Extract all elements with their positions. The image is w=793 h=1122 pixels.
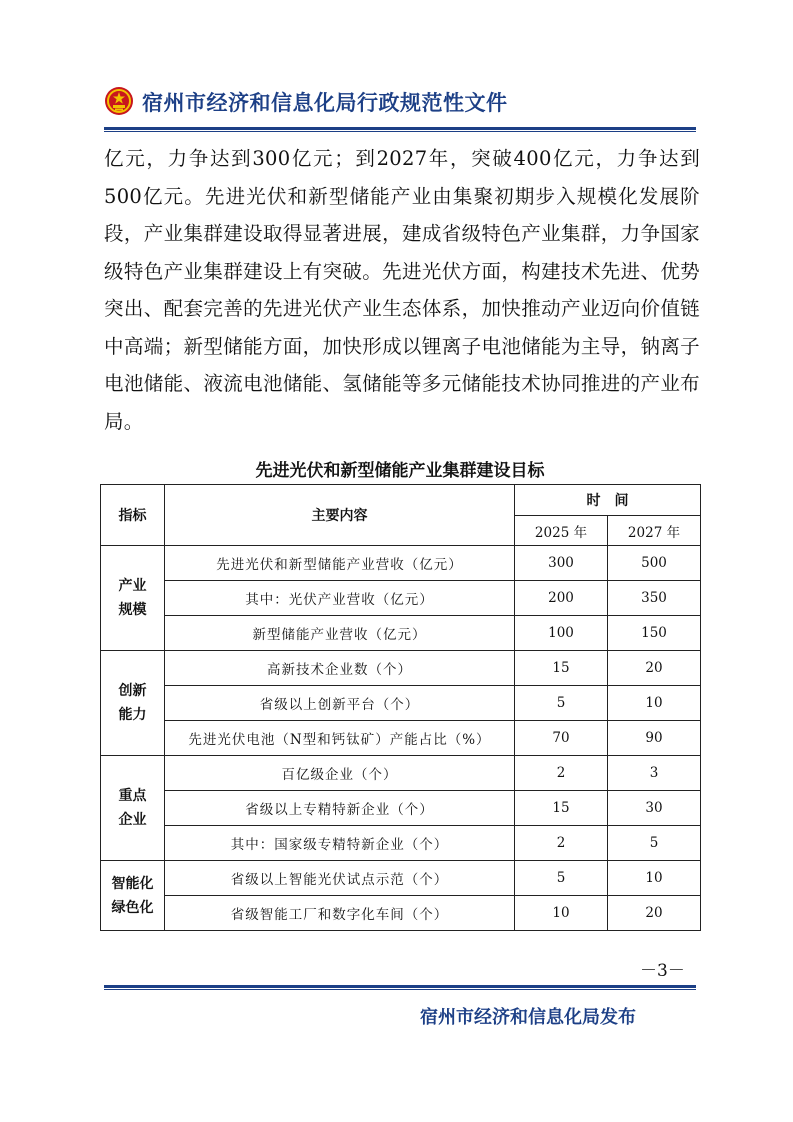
- value-2025-cell: 2: [515, 826, 608, 861]
- body-text: [104, 140, 700, 440]
- national-emblem-icon: [104, 86, 134, 116]
- category-label-line1: 产业: [118, 578, 147, 594]
- header-title: 宿州市经济和信息化局行政规范性文件: [142, 91, 508, 115]
- value-2025-cell: 300: [515, 546, 608, 581]
- header-indicator: 指标: [101, 485, 165, 546]
- table-row: [101, 861, 701, 896]
- item-cell: 其中：光伏产业营收（亿元）: [165, 581, 515, 616]
- category-label-line1: 重点: [118, 788, 147, 804]
- item-cell: 省级以上专精特新企业（个）: [165, 791, 515, 826]
- value-2027-cell: 150: [608, 616, 701, 651]
- value-2027-cell: 30: [608, 791, 701, 826]
- value-2025-cell: 5: [515, 686, 608, 721]
- value-2025-cell: 200: [515, 581, 608, 616]
- goals-table: [100, 484, 701, 931]
- value-2027-cell: 90: [608, 721, 701, 756]
- table-row: [101, 651, 701, 686]
- item-cell: 省级以上智能光伏试点示范（个）: [165, 861, 515, 896]
- header-time: 时 间: [515, 485, 701, 516]
- table-header-row: [101, 485, 701, 516]
- item-cell: 高新技术企业数（个）: [165, 651, 515, 686]
- value-2027-cell: 20: [608, 651, 701, 686]
- value-2027-cell: 20: [608, 896, 701, 931]
- category-label-line2: 企业: [118, 812, 147, 828]
- item-cell: 省级智能工厂和数字化车间（个）: [165, 896, 515, 931]
- value-2025-cell: 15: [515, 651, 608, 686]
- value-2027-cell: 3: [608, 756, 701, 791]
- value-2025-cell: 2: [515, 756, 608, 791]
- value-2027-cell: 10: [608, 861, 701, 896]
- table-row: [101, 581, 701, 616]
- category-label-line1: 创新: [118, 683, 147, 699]
- item-cell: 新型储能产业营收（亿元）: [165, 616, 515, 651]
- header-2027: 2027 年: [608, 516, 701, 546]
- item-cell: 先进光伏电池（N型和钙钛矿）产能占比（%）: [165, 721, 515, 756]
- value-2025-cell: 10: [515, 896, 608, 931]
- category-cell: [101, 546, 165, 651]
- table-row: [101, 616, 701, 651]
- footer-rule: [104, 985, 696, 988]
- value-2027-cell: 5: [608, 826, 701, 861]
- category-label-line1: 智能化: [111, 875, 154, 892]
- value-2025-cell: 70: [515, 721, 608, 756]
- value-2025-cell: 15: [515, 791, 608, 826]
- value-2027-cell: 350: [608, 581, 701, 616]
- footer-rule-thin: [104, 989, 696, 990]
- category-label-line2: 规模: [118, 602, 147, 618]
- category-cell: [101, 651, 165, 756]
- value-2025-cell: 100: [515, 616, 608, 651]
- table-row: [101, 721, 701, 756]
- value-2027-cell: 500: [608, 546, 701, 581]
- header-rule-thin: [104, 131, 696, 132]
- item-cell: 百亿级企业（个）: [165, 756, 515, 791]
- header-content: 主要内容: [165, 485, 515, 546]
- table-row: [101, 546, 701, 581]
- document-header: [104, 86, 696, 122]
- category-cell: [101, 756, 165, 861]
- header-rule: [104, 127, 696, 130]
- value-2025-cell: 5: [515, 861, 608, 896]
- header-2025: 2025 年: [515, 516, 608, 546]
- body-paragraph: 亿元，力争达到300亿元；到2027年，突破400亿元，力争达到500亿元。先进光伏和新型储能产业由集聚初期步入规模化发展阶段，产业集群建设取得显著进展，建成省级特色产业集群，力争国家级特色产业集群建设上有突破。先进光伏方面，构建技术先进、优势突出、配套完善的先进光伏产业生态体系，加快推动产业迈向价值链中高端；新型储能方面，加快形成以锂离子电池储能为主导，钠离子电池储能、液流电池储能、氢储能等多元储能技术协同推进的产业布局。: [104, 147, 700, 433]
- footer-publisher: 宿州市经济和信息化局发布: [420, 1007, 636, 1028]
- table-row: [101, 756, 701, 791]
- item-cell: 其中：国家级专精特新企业（个）: [165, 826, 515, 861]
- item-cell: 先进光伏和新型储能产业营收（亿元）: [165, 546, 515, 581]
- category-cell: [101, 861, 165, 931]
- table-title: 先进光伏和新型储能产业集群建设目标: [255, 461, 545, 481]
- table-row: [101, 896, 701, 931]
- value-2027-cell: 10: [608, 686, 701, 721]
- category-label-line2: 能力: [118, 707, 147, 723]
- page-number: －3－: [640, 961, 685, 981]
- table-row: [101, 826, 701, 861]
- item-cell: 省级以上创新平台（个）: [165, 686, 515, 721]
- category-label-line2: 绿色化: [111, 899, 154, 916]
- table-row: [101, 791, 701, 826]
- table-row: [101, 686, 701, 721]
